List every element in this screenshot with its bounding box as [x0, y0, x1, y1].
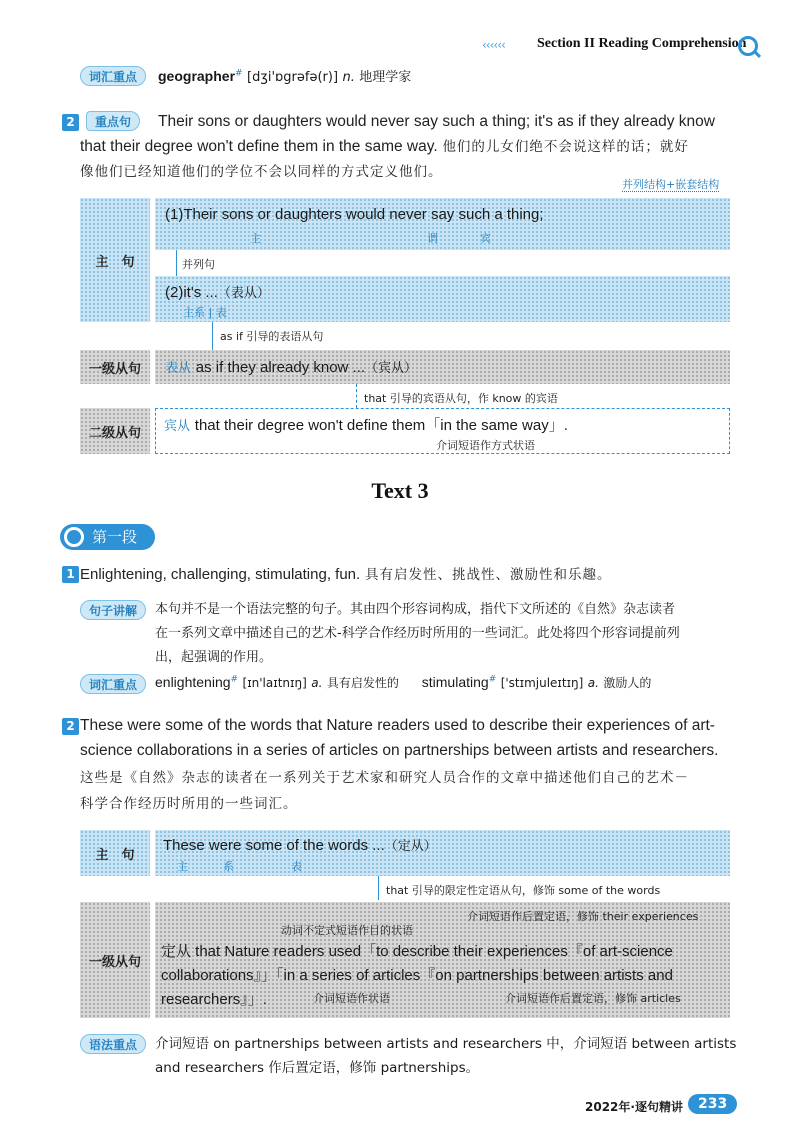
vocab-entries-2: [155, 674, 651, 691]
note-bottom-left: 介词短语作状语: [313, 992, 390, 1005]
clause1-predicate: 谓: [427, 232, 438, 245]
level1-box-2: [155, 902, 730, 1018]
vocab-entry: [158, 66, 411, 85]
key-sentence-en-line1: Their sons or daughters would never say such a thing; it's as if they already know: [158, 113, 715, 130]
vocab-pos-1: a.: [311, 676, 323, 690]
parallel-note: 并列句: [182, 258, 215, 271]
note-top-right: 介词短语作后置定语，修饰 their experiences: [467, 910, 699, 923]
grammar-line1: 介词短语 on partnerships between artists and researchers 中，介词短语 between artists: [155, 1036, 737, 1052]
main-clause-box-2: [155, 830, 730, 876]
clause1-object: 宾: [480, 232, 491, 245]
level2-prefix: 宾从: [164, 419, 191, 434]
level1-suffix: （宾从）: [365, 361, 418, 376]
that-connector: [356, 384, 357, 408]
main-clause-label-2: 主 句: [80, 830, 150, 876]
vocab-pos: n.: [342, 70, 355, 85]
clause1-text: (1)Their sons or daughters would never say such a thing;: [165, 206, 544, 223]
section-title: Text 3: [371, 478, 429, 503]
main-clause-text-2: These were some of the words ...: [163, 837, 385, 854]
level1-line1-2: 定从 that Nature readers used「to describe their experiences『of art-science: [161, 943, 673, 960]
main-pred-2: 表: [291, 860, 302, 873]
footer-text: 2022年·逐句精讲: [585, 1100, 683, 1114]
clause2-suffix: （表从）: [217, 286, 270, 301]
explain-line2: 在一系列文章中描述自己的艺术-科学合作经历时所用的一些词汇。此处将四个形容词提前列: [155, 626, 680, 641]
main-link-2: 系: [223, 860, 234, 873]
note-top-left: 动词不定式短语作目的状语: [281, 924, 413, 937]
that-note-2: that 引导的限定性定语从句，修饰 some of the words: [386, 884, 661, 897]
level2-box: [155, 408, 730, 454]
vocab-phonetic-1: [ɪn'laɪtnɪŋ]: [242, 676, 307, 690]
key-sentence-cn-line1: 他们的儿女们绝不会说这样的话；就好: [442, 139, 689, 155]
level1-box: [155, 350, 730, 384]
key-sentence-line2: [80, 134, 689, 159]
level1-line: [165, 357, 417, 376]
clause2-line: [165, 282, 270, 301]
paragraph-pill: [60, 524, 155, 550]
level2-line: [164, 414, 568, 435]
sentence1-cn: 具有启发性、挑战性、激励性和乐趣。: [364, 567, 612, 583]
sentence1-en: Enlightening, challenging, stimulating, fun.: [80, 566, 361, 583]
main-clause-label: 主 句: [80, 198, 150, 322]
vocab-word: geographer: [158, 68, 236, 84]
vocab-meaning-1: 具有启发性的: [326, 676, 399, 690]
level1-clause-label: 一级从句: [80, 350, 150, 384]
sentence2-cn-line1: 这些是《自然》杂志的读者在一系列关于艺术家和研究人员合作的文章中描述他们自己的艺术－: [80, 770, 689, 786]
structure-note: 并列结构+嵌套结构: [622, 178, 720, 191]
clause2-pred: 表: [215, 306, 227, 319]
level1-line2-2: collaborations』」「in a series of articles『on partnerships between artists and: [161, 967, 673, 984]
vocab-tag-2: 词汇重点: [80, 674, 146, 694]
explain-text: [155, 598, 745, 670]
clause2-subj-link: 主系: [183, 306, 205, 319]
vocab-tag: 词汇重点: [80, 66, 146, 86]
vocab-mark-1: #: [230, 674, 239, 685]
vocab-phonetic-2: ['stɪmjuleɪtɪŋ]: [500, 676, 584, 690]
sentence2-cn-line2: 科学合作经历时所用的一些词汇。: [80, 796, 298, 812]
clause2-text: (2)it's ...: [165, 284, 218, 301]
that-note: that 引导的宾语从句，作 know 的宾语: [364, 392, 558, 405]
clause2-link: [183, 304, 227, 320]
explain-tag: 句子讲解: [80, 600, 146, 620]
level1-text: as if they already know ...: [195, 359, 366, 376]
main-clause-suffix-2: （定从）: [384, 839, 437, 854]
level2-clause-label: 二级从句: [80, 408, 150, 454]
that-connector-2: [378, 876, 379, 900]
vocab-meaning: 地理学家: [359, 70, 412, 85]
grammar-line2: and researchers 作后置定语，修饰 partnerships。: [155, 1060, 480, 1076]
clause1-subject: 主: [250, 232, 261, 245]
level1-clause-label-2: 一级从句: [80, 902, 150, 1018]
vocab-word-enlightening: enlightening: [155, 674, 231, 690]
main-subject-2: 主: [177, 860, 188, 873]
sentence-number: 2: [62, 114, 79, 131]
level1-prefix: 表从: [165, 361, 192, 376]
sentence2-en-line1: These were some of the words that Nature readers used to describe their experiences of art-: [80, 717, 715, 734]
vocab-pos-2: a.: [587, 676, 599, 690]
vocab-word-stimulating: stimulating: [421, 674, 489, 690]
clause1-box: [155, 198, 730, 250]
header-arrows: ‹‹‹‹‹‹: [482, 38, 505, 52]
sentence1-number: 1: [62, 566, 79, 583]
key-sentence-en-line2: that their degree won't define them in the same way.: [80, 138, 438, 155]
sentence2-number: 2: [62, 718, 79, 735]
grammar-tag: 语法重点: [80, 1034, 146, 1054]
sentence2-en-line2: science collaborations in a series of articles on partnerships between artists and researchers.: [80, 742, 719, 759]
parallel-connector: [176, 250, 177, 276]
note-bottom-right: 介词短语作后置定语，修饰 articles: [505, 992, 681, 1005]
page-number: 233: [688, 1094, 737, 1114]
asif-connector: [212, 322, 213, 350]
vocab-mark: #: [235, 68, 243, 79]
vocab-phonetic: [dʒi'ɒgrəfə(r)]: [247, 70, 339, 85]
search-q-icon: [64, 527, 84, 547]
sentence1: [80, 562, 611, 587]
paragraph-label: 第一段: [92, 528, 138, 546]
vocab-mark-2: #: [488, 674, 497, 685]
level2-note: 介词短语作方式状语: [436, 439, 535, 452]
vocab-meaning-2: 激励人的: [603, 676, 652, 690]
clause2-bar: |: [208, 306, 213, 319]
running-header: Section II Reading Comprehension: [537, 36, 747, 51]
key-sentence-cn-line2: 像他们已经知道他们的学位不会以同样的方式定义他们。: [80, 164, 443, 180]
explain-line1: 本句并不是一个语法完整的句子。其由四个形容词构成，指代下文所述的《自然》杂志读者: [155, 602, 676, 617]
level2-text: that their degree won't define them「in the same way」.: [194, 417, 568, 434]
clause2-box: [155, 276, 730, 322]
main-clause-line-2: [163, 835, 437, 854]
explain-line3: 出，起强调的作用。: [155, 650, 273, 665]
asif-note: as if 引导的表语从句: [220, 330, 324, 343]
grammar-text: [155, 1032, 745, 1080]
key-sentence-tag: 重点句: [86, 111, 140, 131]
level1-line3-2: researchers』」.: [161, 991, 267, 1008]
search-q-icon: [738, 36, 758, 56]
